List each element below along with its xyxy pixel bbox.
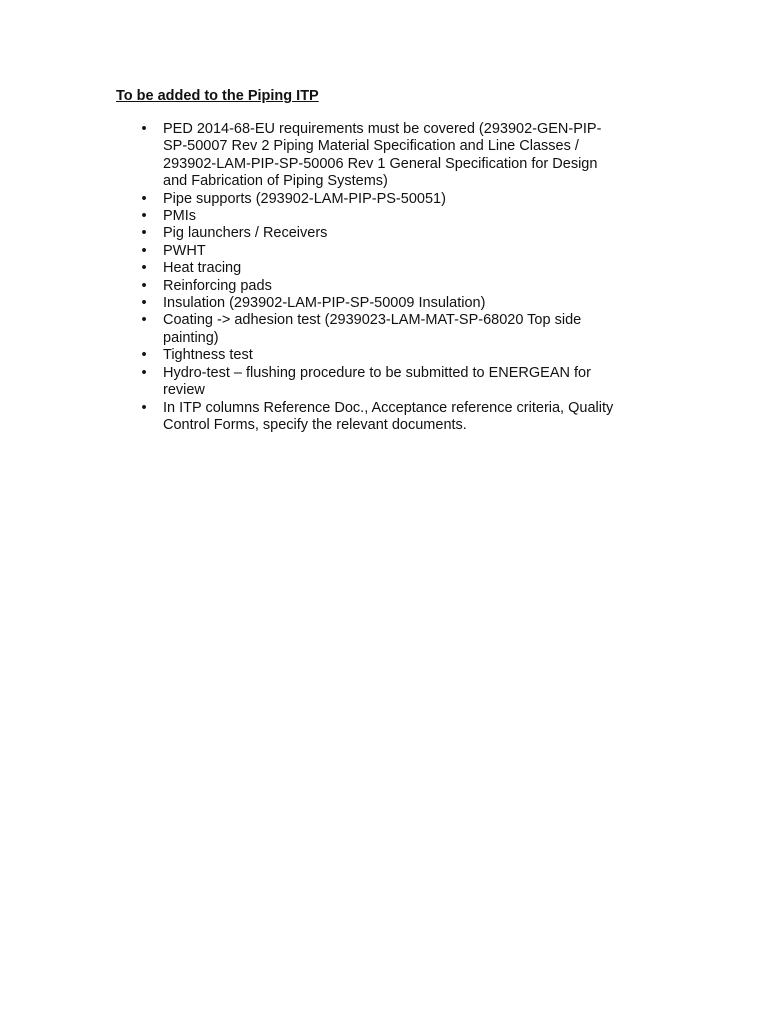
- list-item-line: painting): [163, 329, 219, 346]
- list-item-line: Control Forms, specify the relevant documents.: [163, 416, 467, 433]
- list-item: [139, 312, 659, 347]
- list-item: [139, 208, 659, 225]
- requirements-list: [139, 121, 659, 434]
- list-item: [139, 225, 659, 242]
- list-item-line: PED 2014-68-EU requirements must be covered (293902-GEN-PIP-: [163, 121, 602, 137]
- bullet-icon: •: [141, 312, 147, 329]
- list-item-line: 293902-LAM-PIP-SP-50006 Rev 1 General Specification for Design: [163, 155, 598, 172]
- list-item-line: Insulation (293902-LAM-PIP-SP-50009 Insulation): [163, 295, 486, 312]
- list-item-line: In ITP columns Reference Doc., Acceptance reference criteria, Quality: [163, 399, 614, 416]
- list-item-line: Heat tracing: [163, 260, 242, 277]
- bullet-icon: •: [141, 190, 147, 207]
- bullet-icon: •: [141, 121, 147, 137]
- bullet-icon: •: [141, 208, 147, 225]
- list-item: [139, 365, 659, 400]
- list-item: [139, 243, 659, 260]
- list-item: [139, 347, 659, 364]
- list-item-line: review: [163, 382, 205, 399]
- list-item-line: Tightness test: [163, 347, 253, 364]
- list-item-line: and Fabrication of Piping Systems): [163, 173, 388, 190]
- bullet-icon: •: [141, 399, 147, 416]
- list-item-line: PWHT: [163, 242, 206, 259]
- list-item-line: Hydro-test – flushing procedure to be submitted to ENERGEAN for: [163, 364, 591, 381]
- bullet-icon: •: [141, 242, 147, 259]
- bullet-icon: •: [141, 260, 147, 277]
- bullet-icon: •: [141, 277, 147, 294]
- list-item-line: PMIs: [163, 208, 197, 225]
- document-heading: To be added to the Piping ITP: [116, 88, 319, 104]
- list-item: [139, 121, 659, 191]
- list-item: [139, 191, 659, 208]
- list-item-line: Pipe supports (293902-LAM-PIP-PS-50051): [163, 190, 446, 207]
- list-item: [139, 278, 659, 295]
- bullet-icon: •: [141, 347, 147, 364]
- list-item: [139, 260, 659, 277]
- bullet-icon: •: [141, 225, 147, 242]
- list-item-line: Reinforcing pads: [163, 277, 272, 294]
- list-item-line: SP-50007 Rev 2 Piping Material Specification and Line Classes /: [163, 138, 579, 155]
- bullet-icon: •: [141, 364, 147, 381]
- list-item-line: Coating -> adhesion test (2939023-LAM-MAT-SP-68020 Top side: [163, 312, 582, 329]
- bullet-icon: •: [141, 295, 147, 312]
- list-item: [139, 295, 659, 312]
- list-item-line: Pig launchers / Receivers: [163, 225, 328, 242]
- list-item: [139, 400, 659, 435]
